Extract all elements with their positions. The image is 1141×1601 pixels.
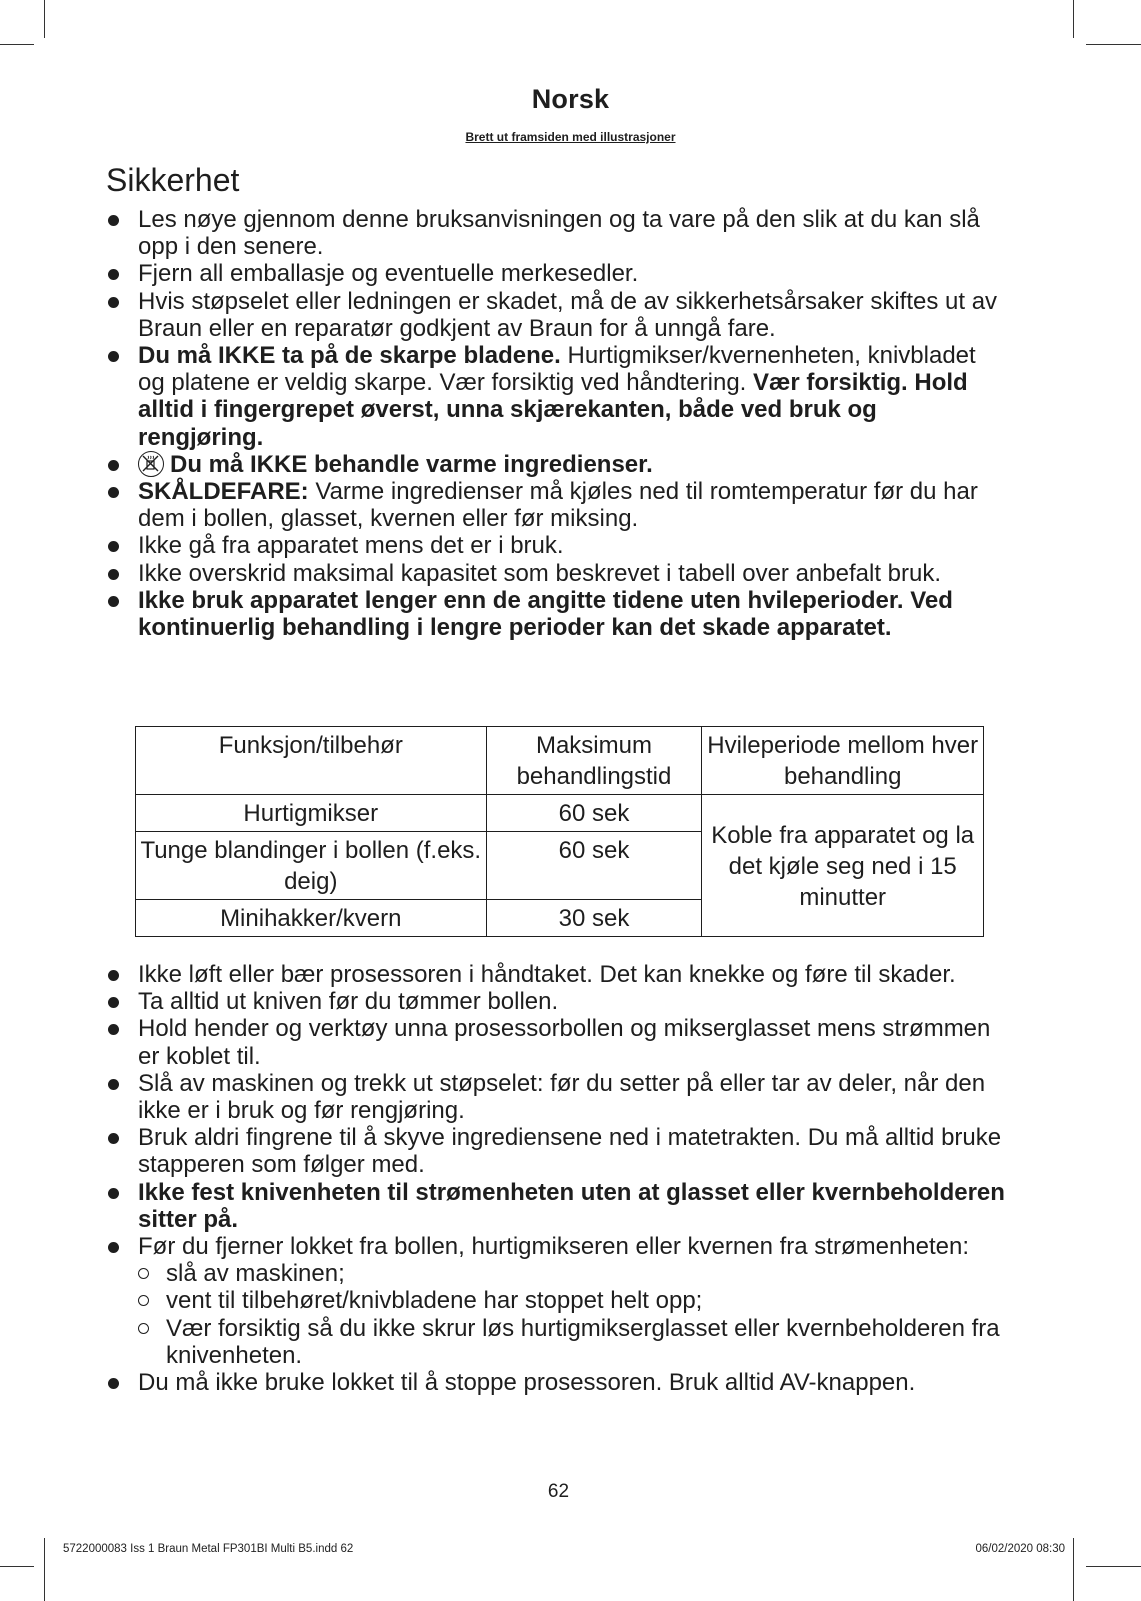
bullet-icon: [108, 541, 119, 552]
table-header-row: [136, 727, 984, 795]
no-hot-ingredients-icon: [138, 451, 164, 477]
list-item: Ikke løft eller bær prosessoren i håndtaket. Det kan knekke og føre til skader.: [106, 961, 1006, 988]
sub-list-item: slå av maskinen;: [106, 1260, 1006, 1287]
circle-bullet-icon: [138, 1268, 149, 1279]
list-item: Fjern all emballasje og eventuelle merkesedler.: [106, 260, 1006, 287]
list-item: Før du fjerner lokket fra bollen, hurtigmikseren eller kvernen fra strømenheten:: [106, 1233, 1006, 1260]
table-header-cell: Funksjon/tilbehør: [136, 727, 487, 795]
bullet-icon: [108, 997, 119, 1008]
table-header-cell: Hvileperiode mellom hver behandling: [702, 727, 984, 795]
crop-mark: [44, 1538, 45, 1601]
list-item: Hvis støpselet eller ledningen er skadet, må de av sikkerhetsårsaker skiftes ut av Braun eller en reparatør godkjent av Braun for å unngå fare.: [106, 288, 1006, 342]
list-item: Bruk aldri fingrene til å skyve ingrediensene ned i matetrakten. Du må alltid bruke stapperen som følger med.: [106, 1124, 1006, 1178]
bullet-icon: [108, 1378, 119, 1389]
crop-mark: [1073, 1538, 1074, 1601]
bullet-icon: [108, 1242, 119, 1253]
bullet-icon: [108, 215, 119, 226]
bullet-icon: [108, 297, 119, 308]
table-cell-function: Hurtigmikser: [136, 795, 487, 832]
table-cell-time: 60 sek: [486, 832, 702, 900]
sub-list-item: vent til tilbehøret/knivbladene har stoppet helt opp;: [106, 1287, 1006, 1314]
list-item: Hold hender og verktøy unna prosessorbollen og mikserglasset mens strømmen er koblet til.: [106, 1015, 1006, 1069]
page-subtitle: Brett ut framsiden med illustrasjoner: [465, 130, 676, 144]
table-header-cell: Maksimum behandlingstid: [486, 727, 702, 795]
table-cell-function: Minihakker/kvern: [136, 900, 487, 937]
sub-list-item: Vær forsiktig så du ikke skrur løs hurtigmikserglasset eller kvernbeholderen fra knivenheten.: [106, 1315, 1006, 1369]
circle-bullet-icon: [138, 1323, 149, 1334]
crop-mark: [0, 1566, 34, 1567]
list-item: Ta alltid ut kniven før du tømmer bollen.: [106, 988, 1006, 1015]
crop-mark: [1073, 0, 1074, 38]
bullet-icon: [108, 1133, 119, 1144]
crop-mark: [44, 0, 45, 38]
processing-time-table: [135, 726, 984, 937]
crop-mark: [0, 44, 34, 45]
crop-mark: [1086, 44, 1141, 45]
bullet-icon: [108, 596, 119, 607]
bullet-icon: [108, 1024, 119, 1035]
list-item: Slå av maskinen og trekk ut støpselet: før du setter på eller tar av deler, når den ikke er i bruk og før rengjøring.: [106, 1070, 1006, 1124]
list-item: Ikke fest knivenheten til strømenheten uten at glasset eller kvernbeholderen sitter på.: [106, 1179, 1006, 1233]
bullet-icon: [108, 970, 119, 981]
list-item: Ikke gå fra apparatet mens det er i bruk.: [106, 532, 1006, 559]
page-number: 62: [547, 1481, 570, 1502]
safety-list-bottom: [106, 961, 1006, 1396]
list-item: Du må ikke bruke lokket til å stoppe prosessoren. Bruk alltid AV-knappen.: [106, 1369, 1006, 1396]
circle-bullet-icon: [138, 1295, 149, 1306]
list-item: SKÅLDEFARE: Varme ingredienser må kjøles ned til romtemperatur før du har dem i bollen, glasset, kvernen eller før miksing.: [106, 478, 1006, 532]
table-row: [136, 795, 984, 832]
list-item: Ikke overskrid maksimal kapasitet som beskrevet i tabell over anbefalt bruk.: [106, 560, 1006, 587]
bullet-icon: [108, 1079, 119, 1090]
page-language-title: Norsk: [531, 84, 610, 114]
section-title: Sikkerhet: [106, 162, 240, 198]
bullet-icon: [108, 487, 119, 498]
bullet-icon: [108, 269, 119, 280]
bullet-icon: [108, 460, 119, 471]
bullet-icon: [108, 351, 119, 362]
crop-mark: [1086, 1566, 1141, 1567]
table-cell-function: Tunge blandinger i bollen (f.eks. deig): [136, 832, 487, 900]
list-item: Du må IKKE ta på de skarpe bladene. Hurtigmikser/kvernenheten, knivbladet og platene er veldig skarpe. Vær forsiktig ved håndtering. Vær forsiktig. Hold alltid i fingergrepet øverst, unna skjærekanten, både ved bruk og rengjøring.: [106, 342, 1006, 451]
print-timestamp: 06/02/2020 08:30: [975, 1543, 1065, 1555]
table-cell-rest: Koble fra apparatet og la det kjøle seg ned i 15 minutter: [702, 795, 984, 937]
table-cell-time: 30 sek: [486, 900, 702, 937]
bullet-icon: [108, 1188, 119, 1199]
list-item: Les nøye gjennom denne bruksanvisningen og ta vare på den slik at du kan slå opp i den senere.: [106, 206, 1006, 260]
table-cell-time: 60 sek: [486, 795, 702, 832]
list-item: Du må IKKE behandle varme ingredienser.: [106, 451, 1006, 478]
print-file-info: 5722000083 Iss 1 Braun Metal FP301BI Multi B5.indd 62: [63, 1543, 354, 1555]
list-item: Ikke bruk apparatet lenger enn de angitte tidene uten hvileperioder. Ved kontinuerlig behandling i lengre perioder kan det skade apparatet.: [106, 587, 1006, 641]
safety-list-top: [106, 206, 1006, 641]
bullet-icon: [108, 569, 119, 580]
